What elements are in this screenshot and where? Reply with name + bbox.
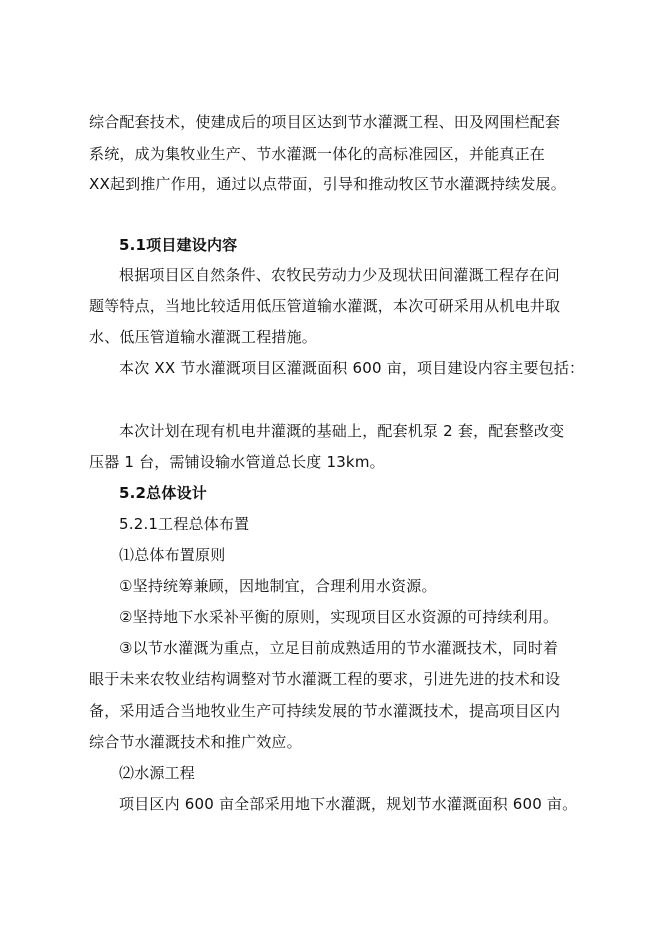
section-5-1-para3-line-2: 压器 1 台，需铺设输水管道总长度 13km。 xyxy=(89,453,385,471)
intro-line-3: XX起到推广作用，通过以点带面，引导和推动牧区节水灌溉持续发展。 xyxy=(89,175,566,193)
intro-line-1: 综合配套技术，使建成后的项目区达到节水灌溉工程、田及网围栏配套 xyxy=(89,113,561,131)
principle-3-line-3: 备，采用适合当地牧业生产可持续发展的节水灌溉技术，提高项目区内 xyxy=(89,702,561,720)
principle-1: ①坚持统筹兼顾，因地制宜，合理利用水资源。 xyxy=(119,577,437,595)
item-1-title: ⑴总体布置原则 xyxy=(119,546,226,564)
principle-3-line-1: ③以节水灌溉为重点，立足目前成熟适用的节水灌溉技术，同时着 xyxy=(119,639,559,657)
section-5-1-para1-line-3: 水、低压管道输水灌溉工程措施。 xyxy=(89,328,318,346)
principle-2: ②坚持地下水采补平衡的原则，实现项目区水资源的可持续利用。 xyxy=(119,608,559,626)
section-5-2-1-subheading: 5.2.1工程总体布置 xyxy=(119,515,250,533)
section-5-1-para1-line-1: 根据项目区自然条件、农牧民劳动力少及现状田间灌溉工程存在问 xyxy=(119,266,560,284)
intro-line-2: 系统，成为集牧业生产、节水灌溉一体化的高标准园区，并能真正在 xyxy=(89,145,546,163)
item-2-title: ⑵水源工程 xyxy=(119,764,196,782)
principle-3-line-2: 眼于未来农牧业结构调整对节水灌溉工程的要求，引进先进的技术和设 xyxy=(89,670,561,688)
section-5-1-para3-line-1: 本次计划在现有机电井灌溉的基础上，配套机泵 2 套，配套整改变 xyxy=(119,422,565,440)
section-5-1-para1-line-2: 题等特点，当地比较适用低压管道输水灌溉，本次可研采用从机电井取 xyxy=(89,297,561,315)
item-2-text: 项目区内 600 亩全部采用地下水灌溉，规划节水灌溉面积 600 亩。 xyxy=(119,795,578,813)
principle-3-line-4: 综合节水灌溉技术和推广效应。 xyxy=(89,733,302,751)
section-5-2-heading: 5.2总体设计 xyxy=(119,484,207,502)
section-5-1-para2: 本次 XX 节水灌溉项目区灌溉面积 600 亩，项目建设内容主要包括： xyxy=(119,359,585,377)
section-5-1-heading: 5.1项目建设内容 xyxy=(119,236,238,254)
